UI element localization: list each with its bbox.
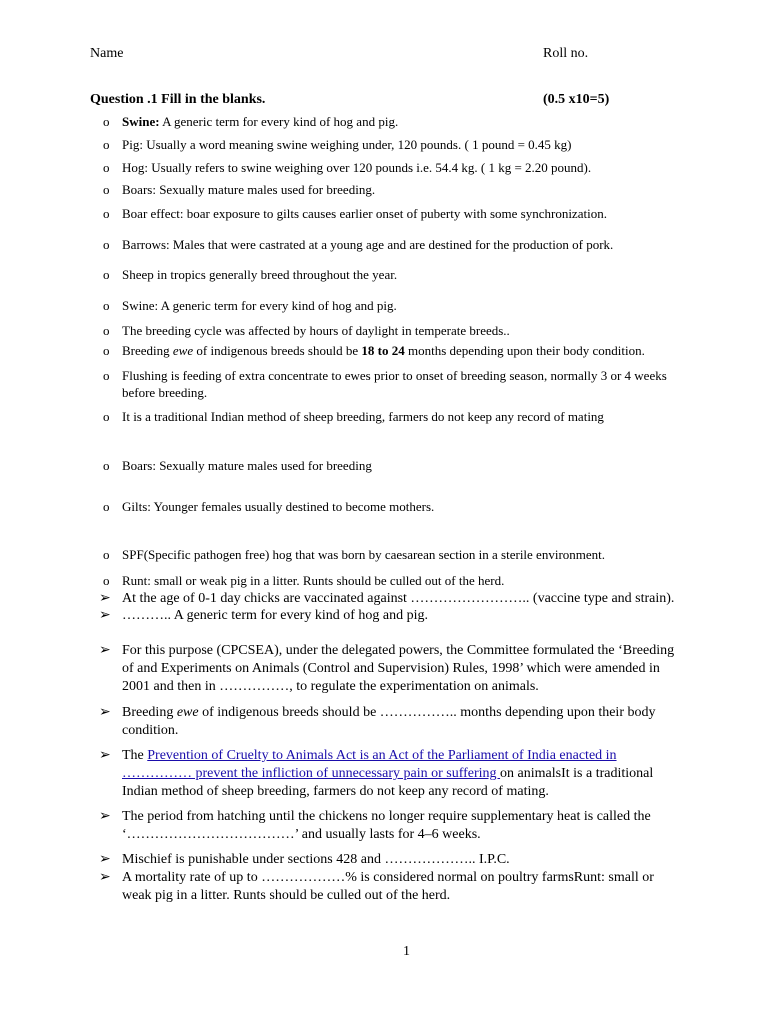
bullet-icon: o [103, 343, 110, 358]
fill-blank-item: ➢ ……….. A generic term for every kind of hog and pig. [99, 608, 428, 623]
list-item: o Runt: small or weak pig in a litter. Runts should be culled out of the herd. [103, 573, 505, 588]
name-label: Name [90, 46, 124, 61]
list-item: o Breeding ewe of indigenous breeds should be 18 to 24 months depending upon their body condition. [103, 343, 645, 358]
fill-blank-item: ➢ A mortality rate of up to ………………% is considered normal on poultry farmsRunt: small or weak pig in a litter. Runts should be culled out of the herd. [99, 870, 654, 903]
arrow-bullet-icon: ➢ [99, 852, 111, 867]
bullet-icon: o [103, 409, 110, 424]
page-number: 1 [403, 944, 410, 959]
bullet-icon: o [103, 137, 110, 152]
question-marks: (0.5 x10=5) [543, 92, 610, 107]
bullet-icon: o [103, 573, 110, 588]
list-item: o It is a traditional Indian method of sheep breeding, farmers do not keep any record of mating [103, 409, 604, 424]
arrow-bullet-icon: ➢ [99, 591, 111, 606]
list-item: o Gilts: Younger females usually destined to become mothers. [103, 499, 435, 514]
bullet-icon: o [103, 114, 110, 129]
list-item: o SPF(Specific pathogen free) hog that was born by caesarean section in a sterile environment. [103, 547, 606, 562]
list-item: o Boars: Sexually mature males used for breeding [103, 458, 372, 473]
roll-number-label: Roll no. [543, 46, 589, 61]
fill-blank-item: ➢ The period from hatching until the chickens no longer require supplementary heat is called the ‘………………………………’ and usually lasts for 4–6 weeks. [99, 809, 651, 842]
bullet-icon: o [103, 267, 110, 282]
list-item: o Barrows: Males that were castrated at a young age and are destined for the production of pork. [103, 237, 614, 252]
question-title: Question .1 Fill in the blanks. [90, 92, 266, 107]
prevention-of-cruelty-act-link[interactable]: Prevention of Cruelty to Animals Act is an Act of the Parliament of India enacted in [147, 748, 617, 763]
fill-blank-item: ➢ Mischief is punishable under sections 428 and ……………….. I.P.C. [99, 852, 510, 867]
arrow-bullet-icon: ➢ [99, 705, 111, 720]
list-item: o Flushing is feeding of extra concentrate to ewes prior to onset of breeding season, normally 3 or 4 weeks before breeding. [103, 368, 667, 400]
bullet-icon: o [103, 182, 110, 197]
list-item: o Pig: Usually a word meaning swine weighing under, 120 pounds. ( 1 pound = 0.45 kg) [103, 137, 572, 152]
bullet-icon: o [103, 206, 110, 221]
list-item: o Swine: A generic term for every kind of hog and pig. [103, 298, 397, 313]
bullet-icon: o [103, 323, 110, 338]
list-item: o Hog: Usually refers to swine weighing over 120 pounds i.e. 54.4 kg. ( 1 kg = 2.20 pound). [103, 160, 592, 175]
list-item: o Sheep in tropics generally breed throughout the year. [103, 267, 398, 282]
bullet-icon: o [103, 237, 110, 252]
list-item: o Boars: Sexually mature males used for breeding. [103, 182, 376, 197]
bullet-icon: o [103, 547, 110, 562]
fill-blank-item: ➢ At the age of 0-1 day chicks are vaccinated against …………………….. (vaccine type and strain). [99, 591, 675, 606]
bullet-icon: o [103, 298, 110, 313]
prevent-infliction-link[interactable]: …………… prevent the infliction of unnecessary pain or suffering [122, 766, 501, 781]
arrow-bullet-icon: ➢ [99, 748, 111, 763]
arrow-bullet-icon: ➢ [99, 643, 111, 658]
fill-blank-item: ➢ The Prevention of Cruelty to Animals Act is an Act of the Parliament of India enacted in …………… prevent the infliction of unnecessary pain or suffering on animalsIt is a traditional Indian method of sheep breeding, farmers do not keep any record of mating. [99, 748, 654, 799]
list-item: o The breeding cycle was affected by hours of daylight in temperate breeds.. [103, 323, 510, 338]
arrow-bullet-icon: ➢ [99, 608, 111, 623]
bullet-icon: o [103, 499, 110, 514]
list-item: o Swine: A generic term for every kind of hog and pig. [103, 114, 399, 129]
bullet-icon: o [103, 458, 110, 473]
arrow-bullet-icon: ➢ [99, 870, 111, 885]
bullet-icon: o [103, 368, 110, 383]
fill-blank-item: ➢ For this purpose (CPCSEA), under the delegated powers, the Committee formulated the ‘Breeding of and Experiments on Animals (Control and Supervision) Rules, 1998’ which were amended in 2001 and then in ……………, to regulate the experimentation on animals. [99, 643, 675, 694]
fill-blank-item: ➢ Breeding ewe of indigenous breeds should be …………….. months depending upon their body condition. [99, 705, 656, 738]
bullet-icon: o [103, 160, 110, 175]
arrow-bullet-icon: ➢ [99, 809, 111, 824]
list-item: o Boar effect: boar exposure to gilts causes earlier onset of puberty with some synchronization. [103, 206, 607, 221]
